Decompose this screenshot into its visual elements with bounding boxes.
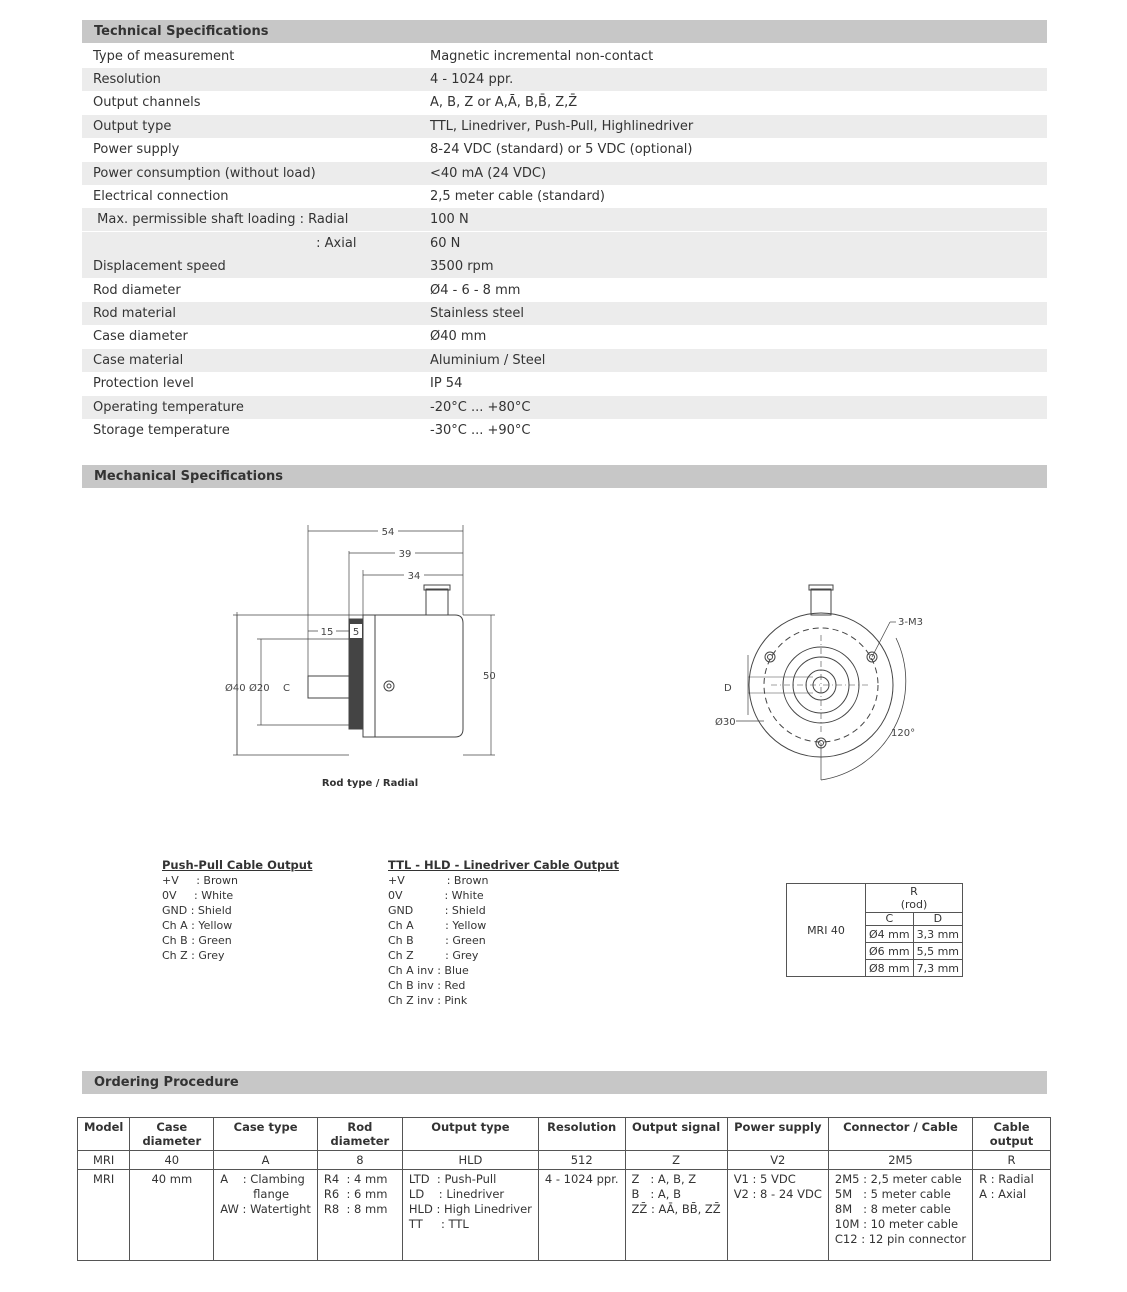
ordering-header: Case type — [214, 1118, 318, 1151]
holes-label: 3-M3 — [898, 617, 923, 628]
spec-value: Ø4 - 6 - 8 mm — [430, 283, 521, 298]
ordering-header: Cable output — [973, 1118, 1051, 1151]
cable-line: Ch Z : Grey — [162, 949, 225, 962]
spec-row — [82, 138, 1047, 161]
spec-value: A, B, Z or A,Ā, B,B̄, Z,Z̄ — [430, 95, 578, 110]
spec-value: IP 54 — [430, 376, 463, 391]
ordering-example-cell: HLD — [402, 1151, 538, 1170]
spec-row — [82, 349, 1047, 372]
rod-table-c: Ø6 mm — [866, 943, 914, 960]
front-view-drawing — [700, 575, 960, 790]
ordering-option-cell: 4 - 1024 ppr. — [544, 1172, 619, 1186]
cable-line: GND : Shield — [388, 904, 486, 917]
rod-table-c: Ø4 mm — [866, 926, 914, 943]
angle-label: 120° — [891, 728, 916, 739]
ordering-example-cell: R — [973, 1151, 1051, 1170]
spec-row — [82, 396, 1047, 419]
spec-row — [82, 208, 1047, 231]
dim-54: 54 — [381, 527, 395, 538]
spec-label: Resolution — [93, 72, 161, 87]
spec-label: Operating temperature — [93, 400, 244, 415]
rod-table-d: 5,5 mm — [913, 943, 962, 960]
ordering-example-cell: 2M5 — [828, 1151, 972, 1170]
ordering-header: Output signal — [625, 1118, 727, 1151]
spec-label: Rod diameter — [93, 283, 181, 298]
spec-value: TTL, Linedriver, Push-Pull, Highlinedriver — [430, 119, 694, 134]
ordering-option-cell: 40 mm — [151, 1172, 193, 1186]
ordering-option-cell: V1 : 5 VDC V2 : 8 - 24 VDC — [733, 1172, 822, 1201]
spec-value: 4 - 1024 ppr. — [430, 72, 514, 87]
cable-line: +V : Brown — [388, 874, 489, 887]
ordering-example-cell: MRI — [78, 1151, 130, 1170]
spec-value: Stainless steel — [430, 306, 524, 321]
dim-d-label: D — [724, 683, 732, 694]
ordering-example-cell: 8 — [317, 1151, 402, 1170]
spec-row — [82, 279, 1047, 302]
dim-d30-label: Ø30 — [715, 717, 736, 728]
technical-specifications-header: Technical Specifications — [82, 20, 1047, 43]
spec-row — [82, 419, 1047, 442]
dim-34: 34 — [407, 571, 421, 582]
dim-c: C — [283, 683, 290, 694]
spec-row — [82, 68, 1047, 91]
cable-line: 0V : White — [388, 889, 484, 902]
ordering-header: Output type — [402, 1118, 538, 1151]
cable-line: Ch A : Yellow — [162, 919, 233, 932]
spec-row — [82, 162, 1047, 185]
rod-table-d: 7,3 mm — [913, 960, 962, 977]
spec-row — [82, 232, 1047, 255]
spec-row — [82, 255, 1047, 278]
ordering-header: Power supply — [727, 1118, 828, 1151]
cable-line: Ch Z : Grey — [388, 949, 479, 962]
spec-value: Ø40 mm — [430, 329, 487, 344]
spec-label: Displacement speed — [93, 259, 226, 274]
cable-line: Ch B : Green — [162, 934, 232, 947]
ordering-option-cell: R : Radial A : Axial — [979, 1172, 1034, 1201]
ordering-example-cell: Z — [625, 1151, 727, 1170]
rod-table-model: MRI 40 — [787, 884, 866, 977]
ordering-header: Case diameter — [130, 1118, 214, 1151]
push-pull-title: Push-Pull Cable Output — [162, 858, 313, 872]
side-view-drawing — [215, 515, 515, 800]
dim-15: 15 — [320, 627, 334, 638]
spec-row — [82, 45, 1047, 68]
cable-line: GND : Shield — [162, 904, 232, 917]
spec-label: Power supply — [93, 142, 180, 157]
spec-label: Case material — [93, 353, 184, 368]
dim-d40: Ø40 — [225, 683, 246, 694]
spec-row — [82, 185, 1047, 208]
ttl-title: TTL - HLD - Linedriver Cable Output — [388, 858, 619, 872]
rod-table-r-label: R — [910, 885, 918, 898]
side-view-caption: Rod type / Radial — [321, 778, 419, 789]
ordering-header: Rod diameter — [317, 1118, 402, 1151]
spec-label: Output channels — [93, 95, 201, 110]
rod-dimension-table — [786, 883, 963, 977]
ordering-example-cell: 40 — [130, 1151, 214, 1170]
spec-value: 2,5 meter cable (standard) — [430, 189, 605, 204]
ordering-option-cell: MRI — [93, 1172, 115, 1186]
rod-table-d: 3,3 mm — [913, 926, 962, 943]
ordering-example-cell: 512 — [538, 1151, 625, 1170]
spec-value: Magnetic incremental non-contact — [430, 49, 654, 64]
cable-line: Ch B inv : Red — [388, 979, 466, 992]
dim-50: 50 — [483, 671, 496, 682]
spec-label: Rod material — [93, 306, 177, 321]
spec-label: Protection level — [93, 376, 194, 391]
spec-label: Storage temperature — [93, 423, 230, 438]
rod-table-col-d: D — [913, 913, 962, 926]
ordering-header: Resolution — [538, 1118, 625, 1151]
rod-table-c: Ø8 mm — [866, 960, 914, 977]
rod-table-r-sub: (rod) — [900, 898, 928, 911]
spec-value: <40 mA (24 VDC) — [430, 166, 547, 181]
spec-row — [82, 372, 1047, 395]
rod-table-r-header — [866, 884, 963, 913]
dim-d20: Ø20 — [249, 683, 270, 694]
ttl-cable-output — [388, 858, 619, 1008]
ordering-header: Model — [78, 1118, 130, 1151]
ordering-option-cell: A : Clambing flange AW : Watertight — [220, 1172, 311, 1216]
cable-line: 0V : White — [162, 889, 234, 902]
spec-value: Aluminium / Steel — [430, 353, 546, 368]
ordering-option-cell: R4 : 4 mm R6 : 6 mm R8 : 8 mm — [323, 1172, 388, 1216]
spec-label: Case diameter — [93, 329, 188, 344]
ordering-option-cell: 2M5 : 2,5 meter cable 5M : 5 meter cable 8M : 8 meter cable 10M : 10 meter cable C12 : 12 pin connector — [834, 1172, 967, 1246]
spec-row — [82, 115, 1047, 138]
cable-line: Ch A : Yellow — [388, 919, 487, 932]
ordering-option-cell: Z : A, B, Z B : A, B ZZ̄ : AĀ, BB̄, ZZ̄ — [631, 1172, 721, 1216]
cable-line: Ch A inv : Blue — [388, 964, 469, 977]
spec-value: 8-24 VDC (standard) or 5 VDC (optional) — [430, 142, 693, 157]
spec-label: Output type — [93, 119, 172, 134]
spec-value: -20°C ... +80°C — [430, 400, 531, 415]
spec-value: -30°C ... +90°C — [430, 423, 531, 438]
dim-39: 39 — [398, 549, 412, 560]
ordering-example-cell: V2 — [727, 1151, 828, 1170]
spec-value: 60 N — [430, 236, 461, 251]
spec-label: Power consumption (without load) — [93, 166, 316, 181]
ordering-table — [77, 1117, 1051, 1261]
ordering-option-cell: LTD : Push-Pull LD : Linedriver HLD : High Linedriver TT : TTL — [408, 1172, 532, 1231]
ordering-header: Connector / Cable — [828, 1118, 972, 1151]
cable-line: Ch B : Green — [388, 934, 486, 947]
spec-row — [82, 302, 1047, 325]
push-pull-cable-output — [162, 858, 312, 963]
spec-label: Electrical connection — [93, 189, 229, 204]
spec-value: 100 N — [430, 212, 469, 227]
dim-5: 5 — [352, 627, 360, 638]
cable-line: Ch Z inv : Pink — [388, 994, 468, 1007]
mechanical-specifications-header: Mechanical Specifications — [82, 465, 1047, 488]
spec-value: 3500 rpm — [430, 259, 494, 274]
rod-table-col-c: C — [866, 913, 914, 926]
ordering-procedure-header: Ordering Procedure — [82, 1071, 1047, 1094]
spec-row — [82, 91, 1047, 114]
cable-line: +V : Brown — [162, 874, 238, 887]
spec-label: : Axial — [93, 236, 357, 251]
ordering-example-cell: A — [214, 1151, 318, 1170]
spec-label: Max. permissible shaft loading : Radial — [93, 212, 349, 227]
spec-label: Type of measurement — [93, 49, 235, 64]
spec-row — [82, 325, 1047, 348]
